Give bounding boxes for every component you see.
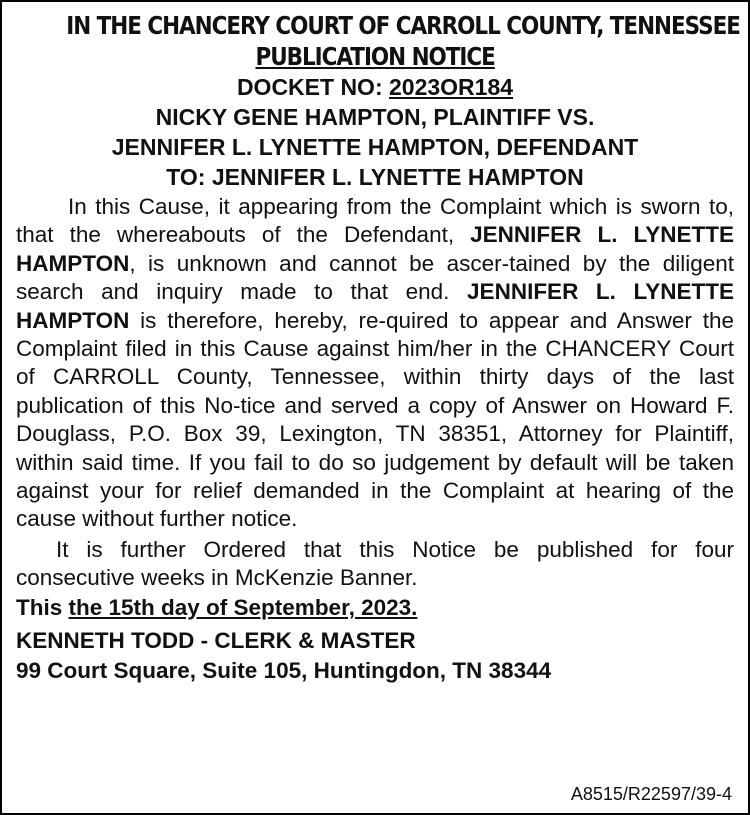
date-prefix: This [16, 594, 69, 620]
reference-code: A8515/R22597/39-4 [570, 784, 732, 804]
paragraph-complaint [16, 193, 734, 534]
court-title: IN THE CHANCERY COURT OF CARROLL COUNTY, TENNESSEE [66, 11, 740, 40]
defendant-name: JENNIFER L. LYNETTE HAMPTON [16, 279, 734, 333]
docket-label: DOCKET NO: [236, 74, 389, 100]
paragraph-publication-order: It is further Ordered that this Notice be published for four consecutive weeks in McKenzie Banner. [16, 536, 734, 591]
publication-title [16, 42, 734, 72]
date-line [16, 593, 734, 623]
defendant-line: JENNIFER L. LYNETTE HAMPTON, DEFENDANT [111, 134, 639, 160]
plaintiff-line: NICKY GENE HAMPTON, PLAINTIFF VS. [155, 104, 595, 130]
paragraph-text: In this Cause, it appearing from the Complaint which is sworn to, that the whereabouts of the Defendant, [16, 194, 734, 248]
date-text: the 15th day of September, 2023. [68, 594, 418, 620]
to-line: TO: JENNIFER L. LYNETTE HAMPTON [166, 164, 584, 190]
clerk-line: KENNETH TODD - CLERK & MASTER [16, 627, 416, 653]
publication-title-text: PUBLICATION NOTICE [255, 42, 495, 71]
docket-number: 2023OR184 [389, 74, 514, 100]
notice-body [16, 193, 734, 593]
paragraph-text: , is unknown and cannot be ascer-tained by the diligent search and inquiry made to that end. [16, 250, 734, 305]
docket-line [16, 72, 734, 102]
defendant-name: JENNIFER L. LYNETTE HAMPTON [16, 222, 734, 276]
paragraph-text: is therefore, hereby, re-quired to appear and Answer the Complaint filed in this Cause against him/her in the CHANCERY Court of CARROLL County, Tennessee, within thirty days of the last publication of this No-tice and served a copy of Answer on Howard F. Douglass, P.O. Box 39, Lexington, TN 38351, Attorney for Plaintiff, within said time. If you fail to do so judgement by default will be taken against your for relief demanded in the Complaint at hearing of the cause without further notice. [16, 307, 734, 532]
address-line: 99 Court Square, Suite 105, Huntingdon, TN 38344 [16, 657, 552, 683]
